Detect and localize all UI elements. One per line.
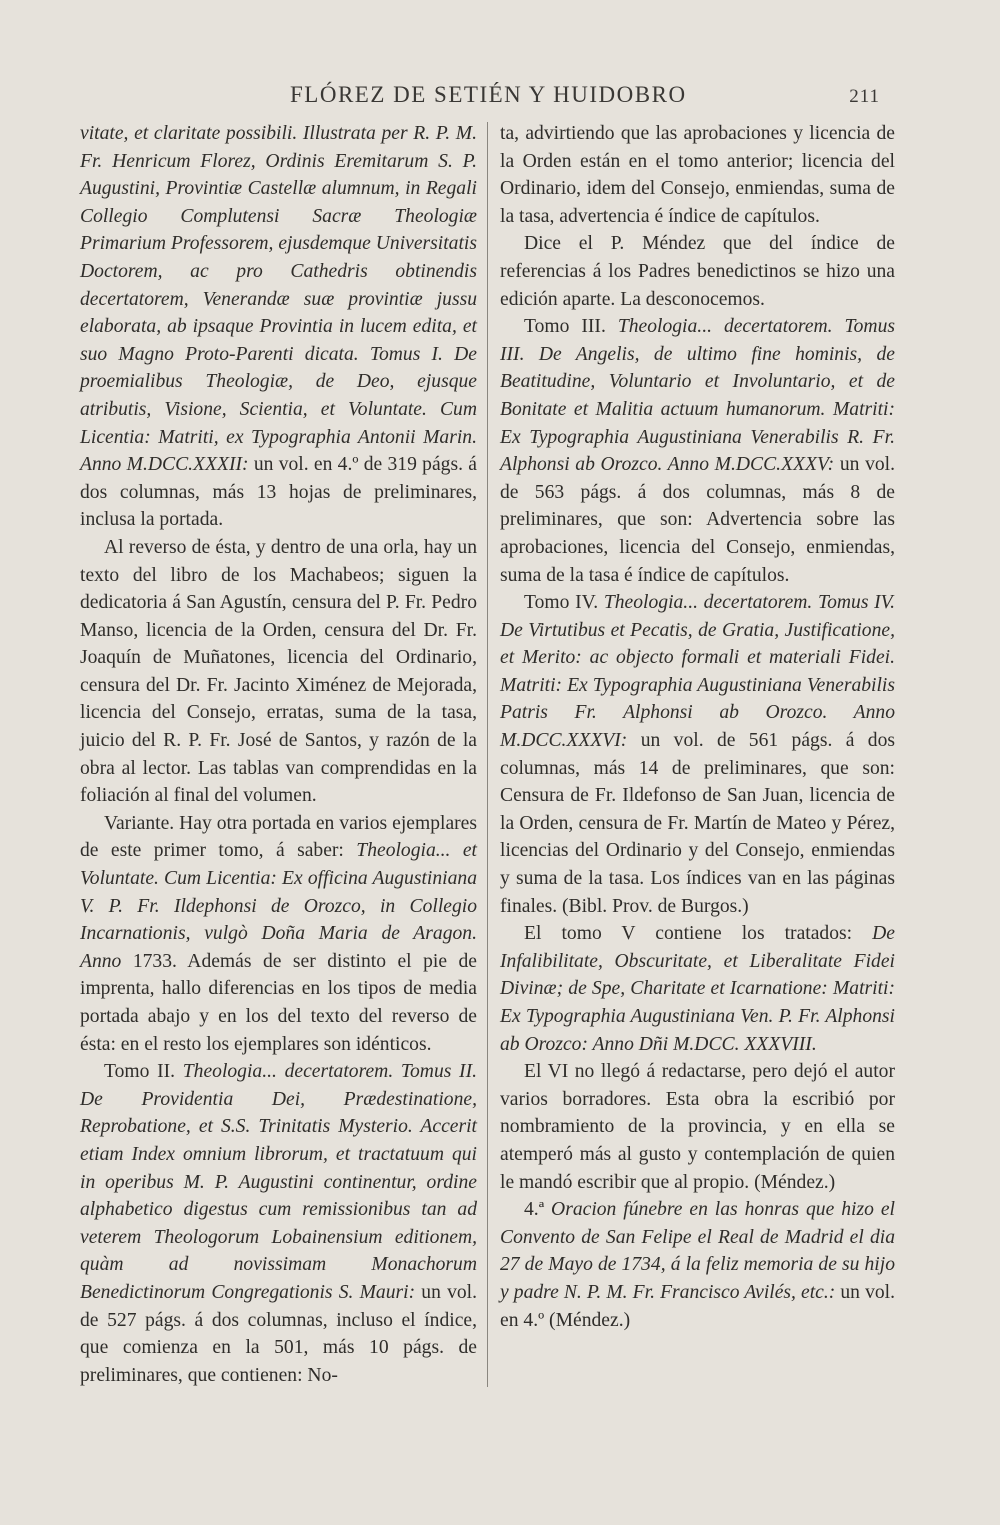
italic-text: De Infalibilitate, Obscuritate, et Liberalitate Fidei Divinæ; de Spe, Charitate et Icarnatione: Matriti: Ex Typographia Augustiniana Ven. P. Fr. Alphonsi ab Orozco: Anno Dñi M.DCC. XXXVIII.	[500, 923, 895, 1055]
page-header	[80, 78, 880, 118]
text: Tomo III.	[524, 316, 618, 338]
text: un vol. en 4.º de 319 págs. á dos columnas, más 13 hojas de preliminares, inclusa la portada.	[80, 454, 477, 531]
text: Dice el P. Méndez que del índice de referencias á los Padres benedictinos se hizo una edición aparte. La desconocemos.	[500, 233, 895, 310]
text: El tomo V contiene los tratados:	[524, 923, 873, 945]
running-title: FLÓREZ DE SETIÉN Y HUIDOBRO	[290, 82, 687, 107]
right-column	[500, 120, 895, 1334]
paragraph	[500, 589, 895, 920]
text: un vol. de 561 págs. á dos columnas, más 14 de preliminares, que son: Censura de Fr. Ildefonso de San Juan, licencia de la Orden, censura de Fr. Martín de Mateo y Pérez, licencias del Ordinario y del Consejo, enmiendas y suma de la tasa. Los índices van en las páginas finales. (Bibl. Prov. de Burgos.)	[500, 730, 895, 917]
text: Variante. Hay otra portada en varios ejemplares de este primer tomo, á saber:	[80, 812, 477, 862]
text: El VI no llegó á redactarse, pero dejó el autor varios borradores. Esta obra la escribió por nombramiento de la provincia, y en ella se atemperó más al gusto y contemplación de quien le mandó escribir que al propio. (Méndez.)	[500, 1061, 895, 1193]
text: Tomo II.	[104, 1061, 183, 1083]
italic-text: Theologia... decertatorem. Tomus III. De Angelis, de ultimo fine hominis, de Beatitudine, Voluntario et Involuntario, et de Bonitate et Malitia actuum humanorum. Matriti: Ex Typographia Augustiniana Venerabilis R. Fr. Alphonsi ab Orozco. Anno M.DCC.XXXV:	[500, 316, 895, 476]
paragraph	[500, 1058, 895, 1196]
text: Al reverso de ésta, y dentro de una orla, hay un texto del libro de los Machabeos; siguen la dedicatoria á San Agustín, censura del P. Fr. Pedro Manso, licencia de la Orden, censura del Dr. Fr. Joaquín de Muñatones, licencia del Ordinario, censura del Dr. Fr. Jacinto Ximénez de Mejorada, licencia del Consejo, erratas, suma de la tasa, juicio del R. P. Fr. José de Santos, y razón de la obra al lector. Las tablas van comprendidas en la foliación al final del volumen.	[80, 536, 477, 807]
paragraph	[500, 1196, 895, 1334]
paragraph	[80, 120, 477, 534]
page-number: 211	[849, 86, 880, 107]
paragraph	[80, 810, 477, 1058]
text: 1733. Además de ser distinto el pie de imprenta, hallo diferencias en los tipos de media portada abajo y en los del texto del reverso de ésta: en el resto los ejemplares son idénticos.	[80, 950, 477, 1055]
paragraph	[500, 920, 895, 1058]
italic-text: vitate, et claritate possibili. Illustrata per R. P. M. Fr. Henricum Florez, Ordinis Eremitarum S. P. Augustini, Provintiæ Castellæ alumnum, in Regali Collegio Complutensi Sacræ Theologiæ Primarium Professorem, ejusdemque Universitatis Doctorem, ac pro Cathedris obtinendis decertatorem, Venerandæ suæ provintiæ jussu elaborata, ab ipsaque Provintia in lucem edita, et suo Magno Proto-Parenti dicata. Tomus I. De proemialibus Theologiæ, de Deo, ejusque atributis, Visione, Scientia, et Voluntate. Cum Licentia: Matriti, ex Typographia Antonii Marin. Anno M.DCC.XXXII:	[80, 123, 477, 476]
italic-text: Theologia... decertatorem. Tomus IV. De Virtutibus et Pecatis, de Gratia, Justificatione, et Merito: ac objecto formali et materiali Fidei. Matriti: Ex Typographia Augustiniana Venerabilis Patris Fr. Alphonsi ab Orozco. Anno M.DCC.XXXVI:	[500, 592, 896, 752]
text: un vol. en 4.º (Méndez.)	[500, 1281, 896, 1331]
paragraph	[500, 120, 895, 230]
text: ta, advirtiendo que las aprobaciones y licencia de la Orden están en el tomo anterior; licencia del Ordinario, idem del Consejo, enmiendas, suma de la tasa, advertencia é índice de capítulos.	[500, 123, 895, 227]
italic-text: Theologia... et Voluntate. Cum Licentia: Ex officina Augustiniana V. P. Fr. Ildephonsi de Orozco, in Collegio Incarnationis, vulgò Doña Maria de Aragon. Anno	[80, 840, 478, 972]
paragraph	[80, 534, 477, 810]
paragraph	[80, 1058, 477, 1389]
paragraph	[500, 230, 895, 313]
column-divider	[487, 122, 488, 1387]
text: un vol. de 563 págs. á dos columnas, más 8 de preliminares, que son: Advertencia sobre las aprobaciones, licencia del Consejo, enmiendas, suma de la tasa é índice de capítulos.	[500, 454, 895, 586]
text: Tomo IV.	[524, 592, 604, 614]
italic-text: Oracion fúnebre en las honras que hizo el Convento de San Felipe el Real de Madrid el dia 27 de Mayo de 1734, á la feliz memoria de su hijo y padre N. P. M. Fr. Francisco Avilés, etc.:	[500, 1199, 895, 1303]
left-column	[80, 120, 477, 1389]
text: un vol. de 527 págs. á dos columnas, incluso el índice, que comienza en la 501, más 10 págs. de preliminares, que contienen: No-	[80, 1281, 478, 1386]
italic-text: Theologia... decertatorem. Tomus II. De Providentia Dei, Prædestinatione, Reprobatione, et S.S. Trinitatis Mysterio. Accerit etiam Index omnium librorum, et tractatuum qui in operibus M. P. Augustini continentur, ordine alphabetico digestus cum remissionibus tan ad veterem Theologorum Lobainensium editionem, quàm ad novissimam Monachorum Benedictinorum Congregationis S. Mauri:	[80, 1061, 477, 1303]
text: 4.ª	[524, 1199, 552, 1221]
paragraph	[500, 313, 895, 589]
